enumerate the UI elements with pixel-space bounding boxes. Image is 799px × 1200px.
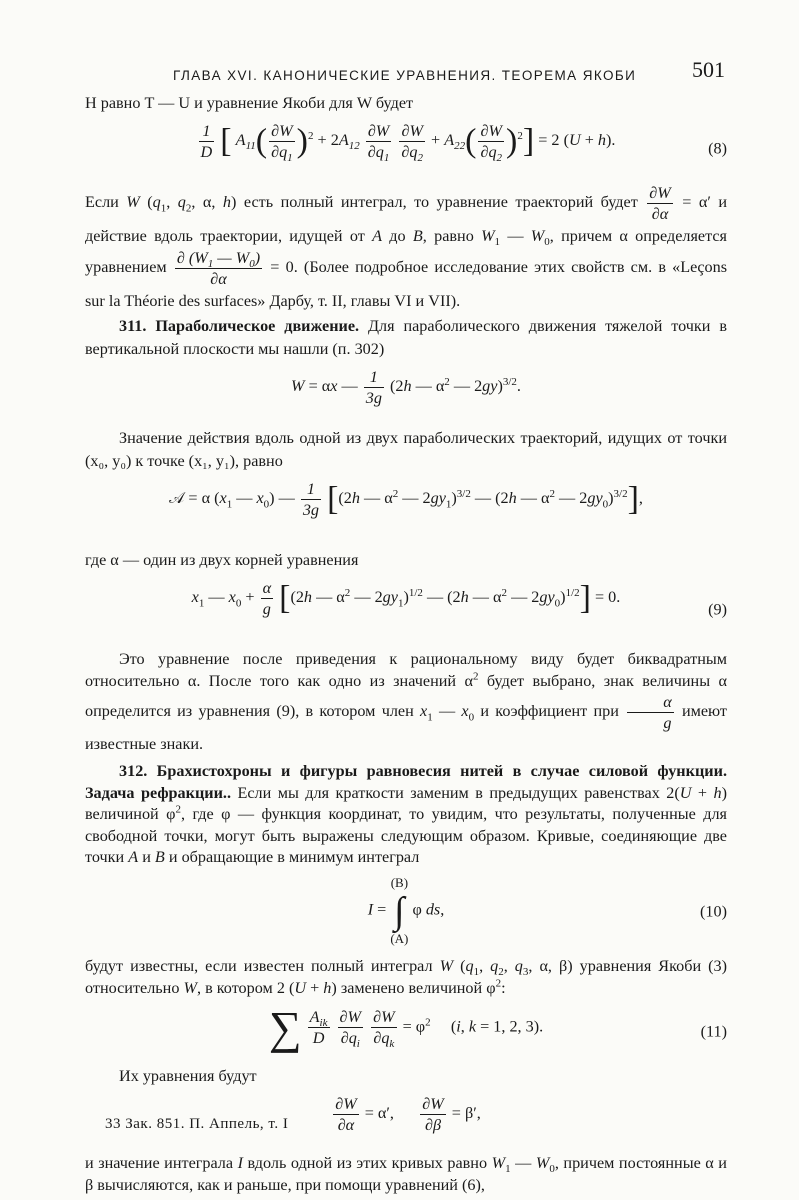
section-311-title: 311. Параболическое движение. (119, 317, 360, 335)
where-line: где α — один из двух корней уравнения (85, 551, 359, 569)
equation-10: I = (B) ∫ (A) φ ds, (10) (367, 874, 727, 946)
page (85, 58, 727, 1196)
section-312-title: 312. Брахистохроны и фигуры равновесия нитей в случае силовой функции. Задача рефракции.. (85, 762, 727, 802)
equation-11: ∑ $\frac{A_{ik}}{D}$ $\frac{\partial W}{\partial q_i}$ $\frac{\partial W}{\partial q_k}$ = $\varphi^2$ (i, k = 1, 2, 3). (11) (268, 1001, 727, 1053)
intro-line: H равно T — U и уравнение Якоби для W будет (85, 94, 414, 112)
page-footer: 33 Зак. 851. П. Аппель, т. I (105, 1116, 289, 1132)
equation-number: (9) (708, 600, 727, 619)
equation-number: (11) (700, 1022, 727, 1040)
section-311-text: Для параболического движения тяжелой точки в вертикальной плоскости мы нашли (п. 302) (85, 317, 727, 358)
paragraph-biquadratic: Это уравнение после приведения к рациональному виду будет биквадратным относительно α. После того как одно из значений $\alpha^2$ будет выбрано, знак величины α определится из уравнения (9), в котором член $x_1$ — $x_0$ и коэффициент при $\frac{\alpha}{g}$ имеют известные знаки. (85, 650, 727, 753)
page-header (85, 58, 727, 92)
running-head: ГЛАВА XVI. КАНОНИЧЕСКИЕ УРАВНЕНИЯ. ТЕОРЕМА ЯКОБИ (173, 68, 637, 83)
page-number: 501 (692, 57, 725, 82)
paragraph-last: и значение интеграла I вдоль одной из этих кривых равно $W_1$ — $W_0$, причем постоянные α и β вычисляются, как и раньше, при помощи уравнений (6), (85, 1153, 727, 1194)
equation-9: $x_1$ — $x_0$ + $\frac{\alpha}{g}$ [(2h — $\alpha^2$ — $2gy_1)^{1/2}$ — (2h — $\alpha^2$ — $2gy_0)^{1/2}] = 0$. (9) (85, 578, 727, 642)
section-311 (85, 315, 727, 361)
equation-8: $\frac{1}{D}$ [ $A_{11}$( $\frac{\partial W}{\partial q_1}$ )$^2 + 2A_{12}$ $\frac{\partial W}{\partial q_1}$ $\frac{\partial W}{\partial q_2}$ + $A_{22}$( $\frac{\partial W}{\partial q_2}$ )$^2$] = 2 (U + h). (8) (200, 122, 727, 165)
paragraph-complete-integral: Если W ($q_1$, $q_2$, α, h) есть полный интеграл, то уравнение траекторий будет $\frac{\partial W}{\partial\alpha}$ = α′ и действие вдоль траектории, идущей от A до B, равно $W_1$ — $W_0$, причем α определяется уравнением $\frac{\partial (W_1 — W_0)}{\partial\alpha}$ = 0. (Более подробное исследование этих свойств см. в «Leçons sur la Théorie des surfaces» Дарбу, т. II, главы VI и VII). (85, 184, 728, 310)
equation-number: (10) (700, 902, 727, 920)
equation-action: 𝒜 = α ($x_1$ — $x_0$) — $\frac{1}{3g}$ [(2h — $\alpha^2$ — $2gy_1)^{3/2}$ — (2h — $\alpha^2$ — $2gy_0)^{3/2}$], (169, 480, 643, 519)
equation-W-parabolic: W = αx — $\frac{1}{3g}$ (2h — $\alpha^2$ — 2gy)$^{3/2}$. (291, 368, 521, 407)
section-312: 312. Брахистохроны и фигуры равновесия нитей в случае силовой функции. Задача рефракции.. Если мы для краткости заменим в предыдущих равенствах 2(U + h) величиной $\varphi^2$, где φ — функция координат, то увидим, что результаты, полученные для свободной точки, могут быть выражены следующим образом. Кривые, соединяющие две точки A и B и обращающие в минимум интеграл (85, 762, 728, 866)
their-equations: Их уравнения будут (119, 1066, 257, 1085)
equation-alpha-beta: $\frac{\partial W}{\partial\alpha}$ = α′, $\frac{\partial W}{\partial\beta}$ = β′, (335, 1094, 481, 1134)
paragraph-action-value: Значение действия вдоль одной из двух параболических траекторий, идущих от точки (x₀, y₀) к точке (x₁, y₁), равно (85, 429, 727, 470)
paragraph-complete-integral-2: будут известны, если известен полный интеграл W ($q_1$, $q_2$, $q_3$, α, β) уравнения Якоби (3) относительно W, в котором 2 (U + h) заменено величиной $\varphi^2$: (85, 956, 728, 997)
equation-number: (8) (708, 139, 727, 158)
